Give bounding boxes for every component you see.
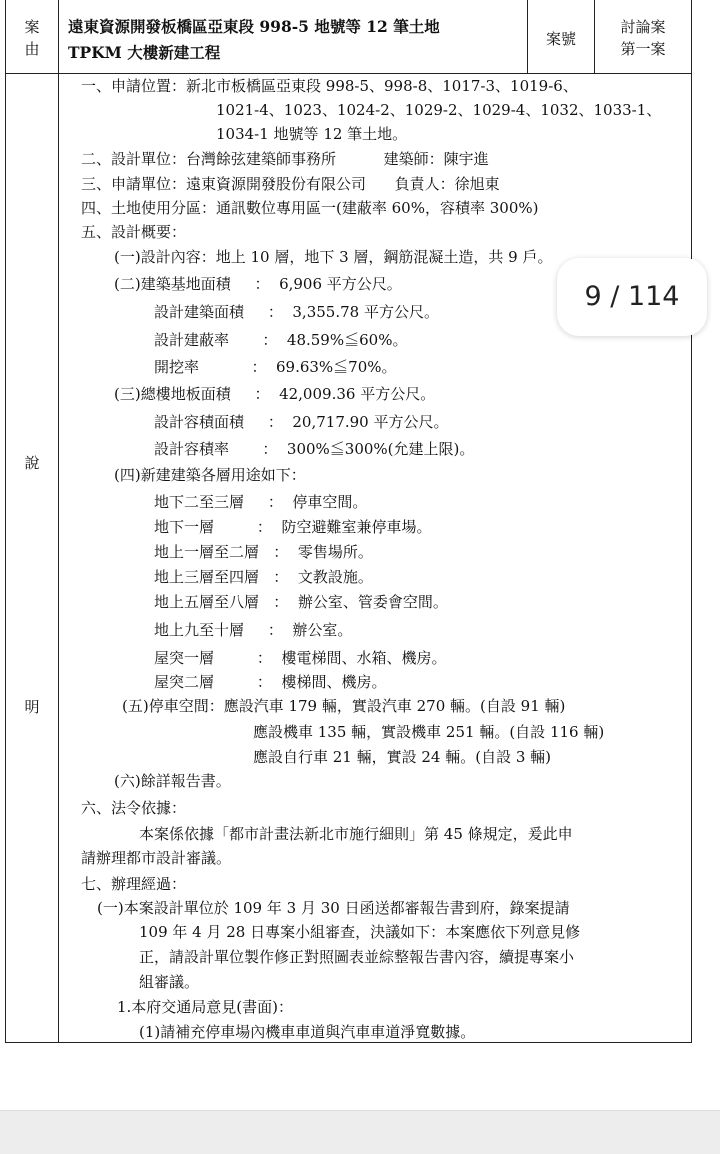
case-number xyxy=(595,16,691,60)
page-indicator: 9 / 114 xyxy=(557,258,707,336)
text-line: 請辦理都市設計審議。 xyxy=(81,849,232,867)
text-line: 三、申請單位：遠東資源開發股份有限公司 負責人：徐旭東 xyxy=(81,175,500,193)
text-line: (一)本案設計單位於 109 年 3 月 30 日函送都審報告書到府，錄案提請 xyxy=(97,899,570,917)
text-line: 七、辦理經過： xyxy=(81,875,187,893)
text-line: 設計容積率 ： 300%≦300%(允建上限)。 xyxy=(154,440,475,458)
text-line: 五、設計概要： xyxy=(81,223,187,241)
text-line: (五)停車空間：應設汽車 179 輛，實設汽車 270 輛。(自設 91 輛) xyxy=(122,697,566,715)
text-line: 地上一層至二層 ： 零售場所。 xyxy=(154,543,373,561)
text-line: (三)總樓地板面積 ： 42,009.36 平方公尺。 xyxy=(114,385,436,403)
case-label-line1: 案 xyxy=(24,18,40,36)
side-label-column xyxy=(6,74,58,1042)
text-line: 地下一層 ： 防空避難室兼停車場。 xyxy=(154,518,432,536)
side-char-1: 說 xyxy=(24,454,40,472)
text-line: (1)請補充停車場內機車車道與汽車車道淨寬數據。 xyxy=(139,1023,476,1041)
case-no-label: 案號 xyxy=(545,30,576,48)
case-number-line2: 第一案 xyxy=(620,40,666,58)
text-line: 開挖率 ： 69.63%≦70%。 xyxy=(154,358,397,376)
text-line: 屋突二層 ： 樓梯間、機房。 xyxy=(154,673,387,691)
case-label xyxy=(6,16,58,60)
text-line: 地上三層至四層 ： 文教設施。 xyxy=(154,568,373,586)
document-table xyxy=(5,0,692,1043)
bottom-bar xyxy=(0,1110,720,1154)
text-line: 設計建築面積 ： 3,355.78 平方公尺。 xyxy=(154,303,439,321)
text-line: 一、申請位置：新北市板橋區亞東段 998-5、998-8、1017-3、1019-6、 xyxy=(81,77,578,95)
text-line: 地上五層至八層 ： 辦公室、管委會空間。 xyxy=(154,593,448,611)
text-line: 正，請設計單位製作修正對照圖表並綜整報告書內容，續提專案小 xyxy=(139,948,575,966)
text-line: 1034-1 地號等 12 筆土地。 xyxy=(216,125,408,143)
text-line: 應設機車 135 輛，實設機車 251 輛。(自設 116 輛) xyxy=(253,723,605,741)
header-row xyxy=(6,0,691,74)
text-line: 組審議。 xyxy=(139,973,200,991)
text-line: 設計建蔽率 ： 48.59%≦60%。 xyxy=(154,331,408,349)
text-line: 六、法令依據： xyxy=(81,799,187,817)
text-line: (四)新建建築各層用途如下： xyxy=(114,466,306,484)
content-body xyxy=(59,74,691,1042)
text-line: 屋突一層 ： 樓電梯間、水箱、機房。 xyxy=(154,649,447,667)
text-line: 二、設計單位：台灣餘弦建築師事務所 建築師：陳宇進 xyxy=(81,150,489,168)
text-line: 1021-4、1023、1024-2、1029-2、1029-4、1032、1033-1、 xyxy=(216,101,662,119)
text-line: 應設自行車 21 輛，實設 24 輛。(自設 3 輛) xyxy=(253,748,552,766)
case-title xyxy=(68,14,440,66)
text-line: 地下二至三層 ： 停車空間。 xyxy=(154,493,368,511)
text-line: (二)建築基地面積 ： 6,906 平方公尺。 xyxy=(114,275,402,293)
text-line: (六)餘詳報告書。 xyxy=(114,772,231,790)
text-line: (一)設計內容：地上 10 層，地下 3 層，鋼筋混凝土造，共 9 戶。 xyxy=(114,248,553,266)
text-line: 地上九至十層 ： 辦公室。 xyxy=(154,621,353,639)
text-line: 四、土地使用分區：通訊數位專用區一(建蔽率 60%，容積率 300%) xyxy=(81,199,539,217)
text-line: 109 年 4 月 28 日專案小組審查，決議如下：本案應依下列意見修 xyxy=(139,923,581,941)
text-line: 1.本府交通局意見(書面)： xyxy=(117,998,294,1016)
case-title-line1: 遠東資源開發板橋區亞東段 998-5 地號等 12 筆土地 xyxy=(68,17,440,36)
text-line: 設計容積面積 ： 20,717.90 平方公尺。 xyxy=(154,413,449,431)
case-title-line2: TPKM 大樓新建工程 xyxy=(68,43,221,62)
case-number-line1: 討論案 xyxy=(620,18,666,36)
case-label-line2: 由 xyxy=(24,40,40,58)
divider xyxy=(58,0,59,73)
side-char-2: 明 xyxy=(24,698,40,716)
text-line: 本案係依據「都市計畫法新北市施行細則」第 45 條規定，爰此申 xyxy=(139,825,573,843)
